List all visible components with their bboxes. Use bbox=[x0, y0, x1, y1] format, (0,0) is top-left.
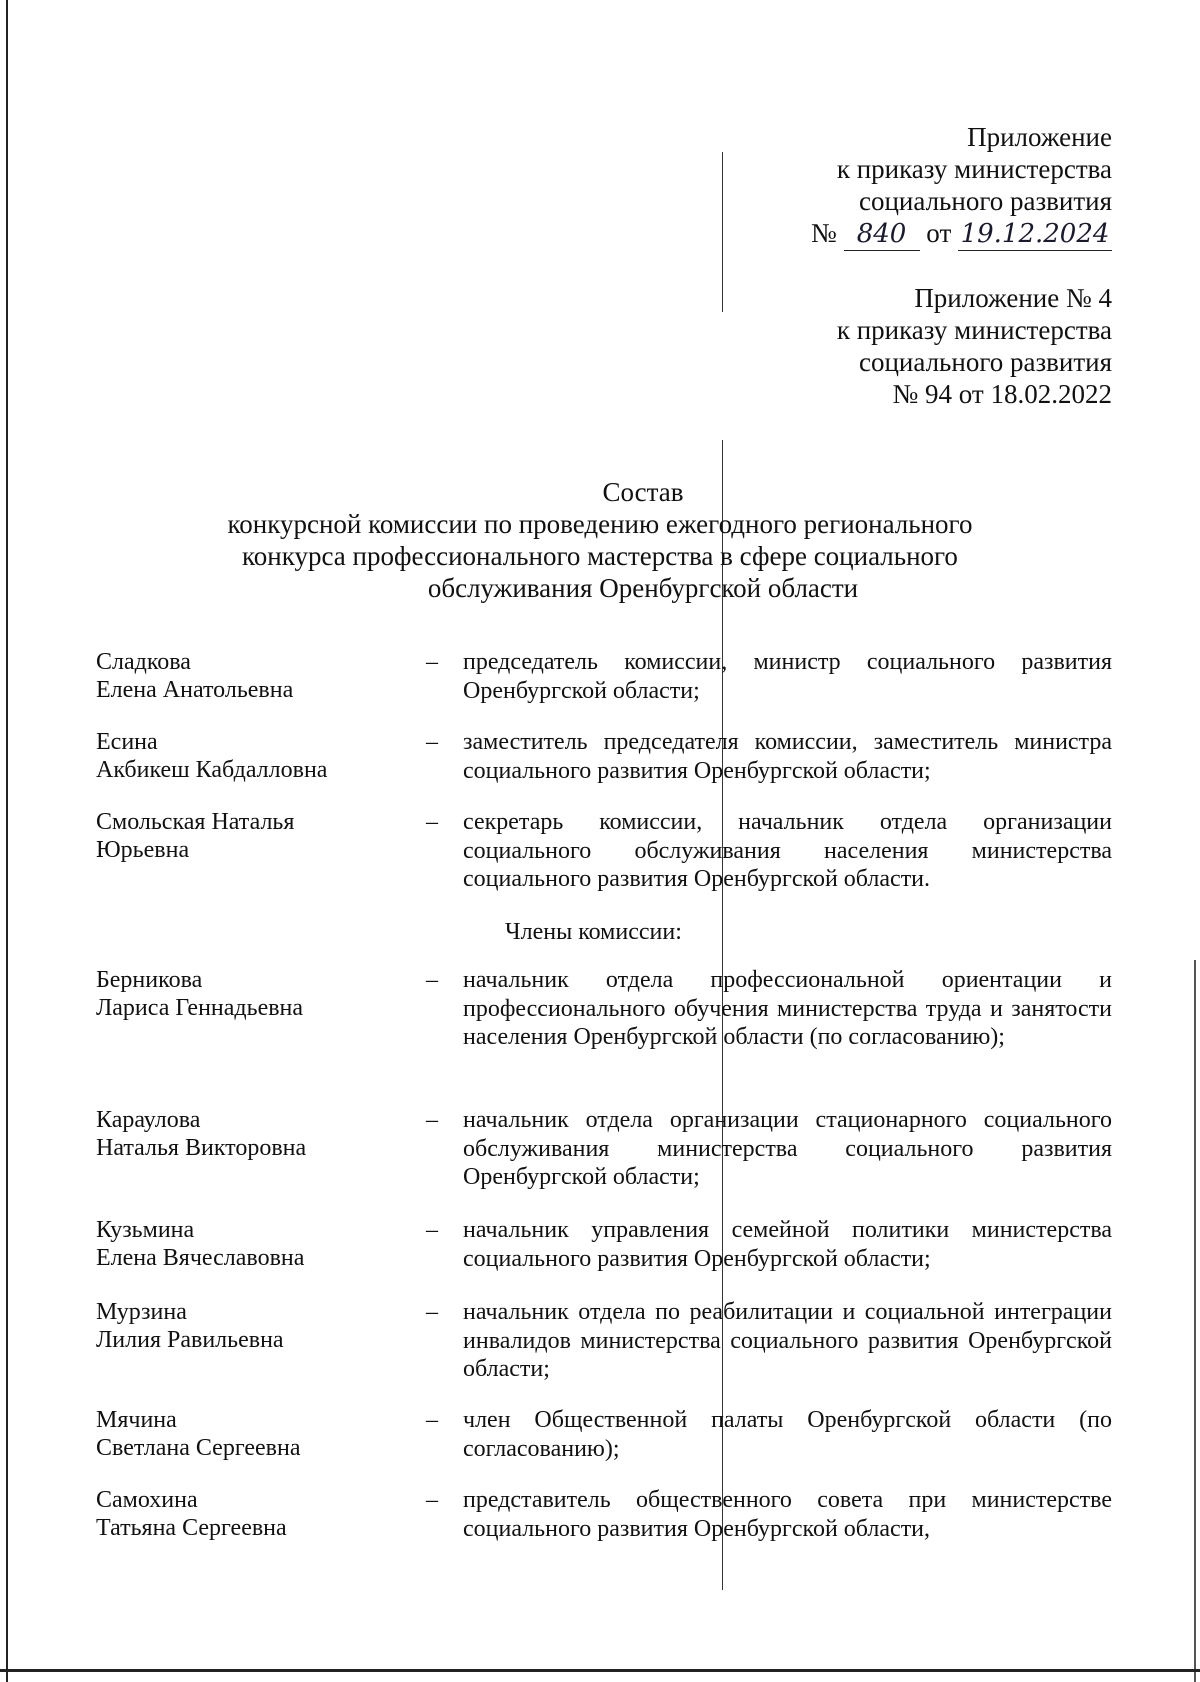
dash: – bbox=[426, 1299, 438, 1325]
person-name bbox=[96, 1406, 406, 1462]
given-names: Лилия Равильевна bbox=[96, 1327, 284, 1353]
appendix-line: № 94 от 18.02.2022 bbox=[892, 379, 1112, 409]
handwritten-date: 19.12.2024 bbox=[960, 219, 1110, 249]
person-role: заместитель председателя комиссии, заместитель министра социального развития Оренбургской области; bbox=[463, 729, 1112, 784]
given-names: Лариса Геннадьевна bbox=[96, 995, 304, 1021]
person-role: начальник отдела по реабилитации и социальной интеграции инвалидов министерства социального развития Оренбургской области; bbox=[463, 1299, 1112, 1382]
person-role: начальник отдела профессиональной ориентации и профессионального обучения министерства труда и занятости населения Оренбургской области (по согласованию); bbox=[463, 967, 1112, 1050]
person-name bbox=[96, 648, 406, 704]
surname: Есина bbox=[96, 729, 158, 755]
given-names: Елена Анатольевна bbox=[96, 677, 294, 703]
dash: – bbox=[426, 1107, 438, 1133]
dash: – bbox=[426, 1407, 438, 1433]
appendix-line: социального развития bbox=[858, 186, 1112, 216]
date-prefix: от bbox=[926, 218, 952, 248]
person-role: член Общественной палаты Оренбургской области (по согласованию); bbox=[463, 1407, 1112, 1462]
order-number-line bbox=[811, 217, 1112, 251]
given-names: Юрьевна bbox=[96, 837, 190, 863]
fold-line bbox=[722, 152, 723, 312]
handwritten-number: 840 bbox=[856, 219, 907, 249]
appendix-previous bbox=[837, 282, 1112, 410]
title-line: конкурса профессионального мастерства в сфере социального bbox=[242, 541, 958, 571]
surname: Мурзина bbox=[96, 1299, 187, 1325]
person-name bbox=[96, 1106, 406, 1162]
appendix-line: социального развития bbox=[858, 347, 1112, 377]
surname: Караулова bbox=[96, 1107, 201, 1133]
number-prefix: № bbox=[811, 218, 837, 248]
members-heading: Члены комиссии: bbox=[505, 919, 682, 945]
given-names: Татьяна Сергеевна bbox=[96, 1515, 287, 1541]
title-heading: Состав bbox=[602, 477, 684, 507]
dash: – bbox=[426, 729, 438, 755]
document-title bbox=[0, 476, 1200, 604]
scan-edge-bottom bbox=[0, 1669, 1200, 1672]
dash: – bbox=[426, 967, 438, 993]
given-names: Наталья Викторовна bbox=[96, 1135, 307, 1161]
appendix-line: к приказу министерства bbox=[836, 154, 1112, 184]
surname: Кузьмина bbox=[96, 1217, 195, 1243]
scan-edge-right bbox=[1194, 960, 1196, 1682]
person-name bbox=[96, 1486, 406, 1542]
person-name bbox=[96, 1216, 406, 1272]
person-name bbox=[96, 1298, 406, 1354]
appendix-current bbox=[811, 121, 1112, 251]
surname: Сладкова bbox=[96, 649, 191, 675]
scan-edge-left bbox=[6, 0, 8, 1682]
order-number-field bbox=[844, 217, 920, 251]
dash: – bbox=[426, 1217, 438, 1243]
title-line: обслуживания Оренбургской области bbox=[427, 573, 859, 603]
dash: – bbox=[426, 1487, 438, 1513]
surname: Берникова bbox=[96, 967, 203, 993]
dash: – bbox=[426, 649, 438, 675]
appendix-line: к приказу министерства bbox=[836, 315, 1112, 345]
surname: Смольская Наталья bbox=[96, 809, 295, 835]
given-names: Акбикеш Кабдалловна bbox=[96, 757, 328, 783]
surname: Мячина bbox=[96, 1407, 177, 1433]
person-name bbox=[96, 966, 406, 1022]
given-names: Елена Вячеславовна bbox=[96, 1245, 305, 1271]
dash: – bbox=[426, 809, 438, 835]
appendix-line: Приложение bbox=[967, 122, 1112, 152]
person-role: начальник отдела организации стационарного социального обслуживания министерства социального развития Оренбургской области; bbox=[463, 1107, 1112, 1190]
person-role: председатель комиссии, министр социального развития Оренбургской области; bbox=[463, 649, 1112, 704]
person-role: представитель общественного совета при министерстве социального развития Оренбургской области, bbox=[463, 1487, 1112, 1542]
title-line: конкурсной комиссии по проведению ежегодного регионального bbox=[227, 509, 973, 539]
order-date-field bbox=[958, 217, 1112, 251]
given-names: Светлана Сергеевна bbox=[96, 1435, 301, 1461]
person-name bbox=[96, 808, 406, 864]
appendix-line: Приложение № 4 bbox=[914, 283, 1112, 313]
surname: Самохина bbox=[96, 1487, 198, 1513]
person-role: начальник управления семейной политики министерства социального развития Оренбургской области; bbox=[463, 1217, 1112, 1272]
person-name bbox=[96, 728, 406, 784]
person-role: секретарь комиссии, начальник отдела организации социального обслуживания населения министерства социального развития Оренбургской области. bbox=[463, 809, 1112, 892]
